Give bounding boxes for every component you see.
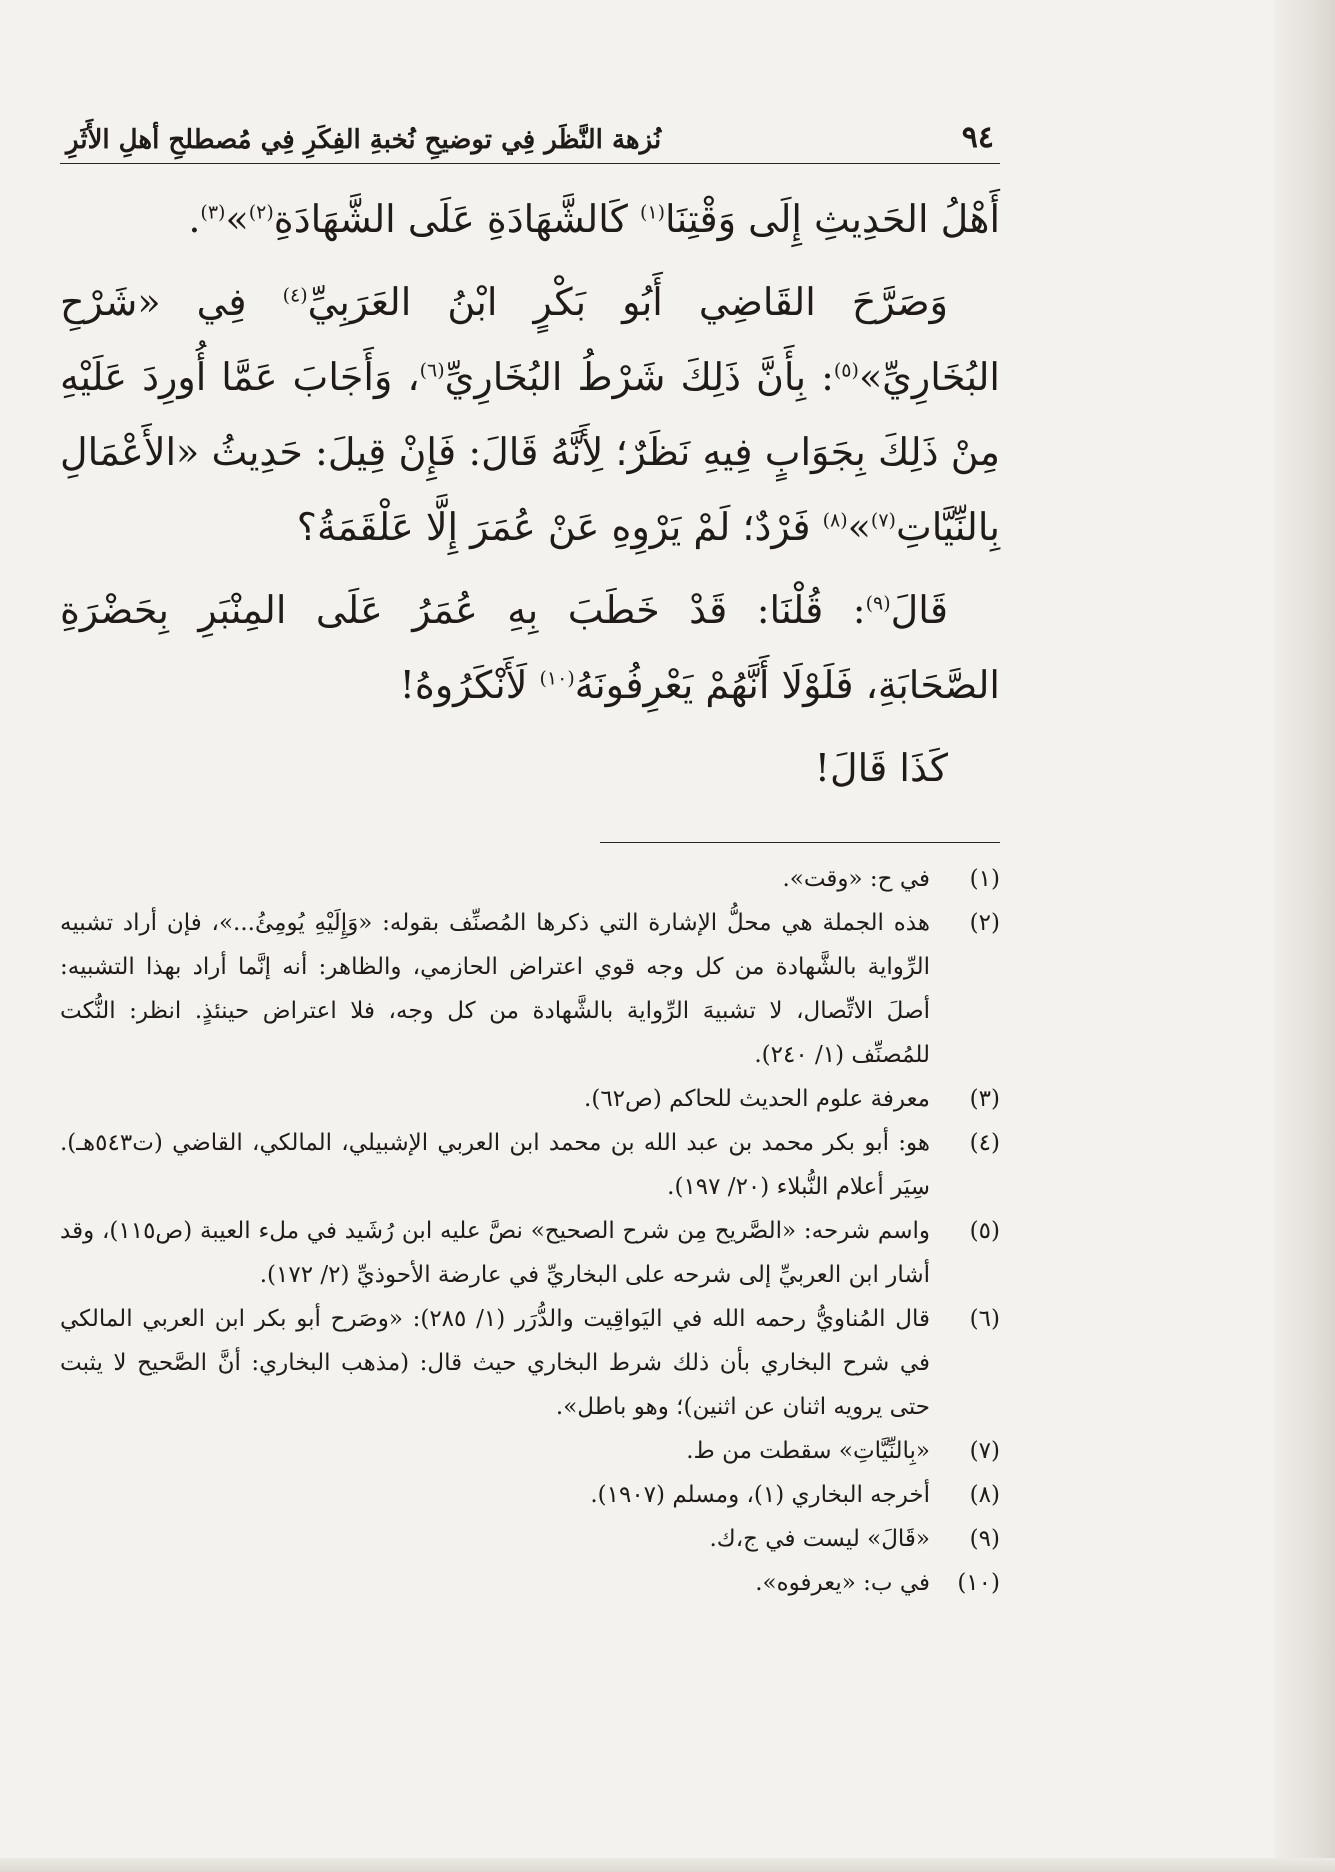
footnote-marker: (٨) <box>822 509 848 532</box>
footnote <box>60 1517 1000 1561</box>
footnote-text: واسم شرحه: «الصَّريح مِن شرح الصحيح» نصَّ عليه ابن رُشَيد في ملء العيبة (ص١١٥)، وقد أشار ابن العربيِّ إلى شرحه على البخاريِّ في عارضة الأحوذيِّ (٢/ ١٧٢). <box>60 1218 930 1288</box>
footnote <box>60 1121 1000 1209</box>
footnote-text: «قَالَ» ليست في ج،ك. <box>709 1526 930 1552</box>
footnote-marker: (٣) <box>200 201 226 224</box>
text-segment: فِي «شَرْحِ البُخَارِيِّ» <box>60 280 1000 399</box>
footnote-number: (١٠) <box>957 1570 1000 1596</box>
text-segment: لَأَنْكَرُوهُ! <box>399 663 540 707</box>
footnote-number: (٤) <box>969 1130 1000 1156</box>
footnote-number: (٧) <box>969 1438 1000 1464</box>
footnote-text: أخرجه البخاري (١)، ومسلم (١٩٠٧). <box>590 1482 930 1508</box>
footnote <box>60 1561 1000 1605</box>
text-segment: ، وَأَجَابَ عَمَّا أُورِدَ عَلَيْهِ مِنْ ذَلِكَ بِجَوَابٍ فِيهِ نَظَرٌ؛ لِأَنَّهُ قَالَ: فَإِنْ قِيلَ: حَدِيثُ «الأَعْمَالِ بِالنِّيَّاتِ <box>60 355 1000 549</box>
footnote-text: في ح: «وقت». <box>782 866 930 892</box>
footnote-marker: (١) <box>639 201 666 224</box>
text-segment: قَالَ <box>890 588 948 632</box>
footnote <box>60 1209 1000 1297</box>
footnote-marker: (٥) <box>833 359 859 382</box>
footnote-marker: (٦) <box>419 359 445 382</box>
footnote-number: (٨) <box>969 1482 1000 1508</box>
footnote-marker: (٤) <box>282 284 308 307</box>
footnote-marker: (٢) <box>248 201 274 224</box>
footnote-text: «بِالنِّيَّاتِ» سقطت من ط. <box>686 1438 930 1464</box>
text-segment: : بِأَنَّ ذَلِكَ شَرْطُ البُخَارِيِّ <box>444 355 834 399</box>
footnote <box>60 1077 1000 1121</box>
footnote-text: معرفة علوم الحديث للحاكم (ص٦٢). <box>584 1086 930 1112</box>
footnote <box>60 857 1000 901</box>
footnotes <box>60 857 1000 1605</box>
paragraph-1 <box>60 182 1000 257</box>
text-segment: وَصَرَّحَ القَاضِي أَبُو بَكْرٍ ابْنُ العَرَبِيِّ <box>307 280 948 324</box>
main-text <box>60 182 1000 806</box>
footnote-marker: (١٠) <box>539 667 575 690</box>
footnote-number: (٥) <box>969 1218 1000 1244</box>
text-segment: كَالشَّهَادَةِ عَلَى الشَّهَادَةِ <box>273 197 640 241</box>
footnote <box>60 1297 1000 1429</box>
footnote-separator-wrap <box>60 842 1000 843</box>
footnote-marker: (٩) <box>865 592 891 615</box>
paragraph-4: كَذَا قَالَ! <box>814 746 948 790</box>
footnote <box>60 901 1000 1077</box>
text-segment: . <box>188 197 201 241</box>
running-title: نُزهة النَّظَر فِي توضيحِ نُخبةِ الفِكَرِ فِي مُصطلحِ أهلِ الأَثَرِ <box>66 125 662 155</box>
footnote-number: (١) <box>969 866 1000 892</box>
footnote <box>60 1473 1000 1517</box>
footnote-text: هو: أبو بكر محمد بن عبد الله بن محمد ابن العربي الإشبيلي، المالكي، القاضي (ت٥٤٣هـ). سِيَر أعلام النُّبلاء (٢٠/ ١٩٧). <box>60 1130 930 1200</box>
footnote-separator <box>600 842 1000 843</box>
footnote-text: هذه الجملة هي محلُّ الإشارة التي ذكرها المُصنِّف بقوله: «وَإِلَيْهِ يُومِئُ...»، فإن أراد تشبيه الرِّواية بالشَّهادة من كل وجه قوي اعتراض الحازمي، والظاهر: أنه إنَّما أراد بهذا التشبيه: أصلَ الاتِّصال، لا تشبيهَ الرِّواية بالشَّهادة من كل وجه، فلا اعتراض حينئذٍ. انظر: النُّكت للمُصنِّف (١/ ٢٤٠). <box>60 910 930 1068</box>
paragraph-2 <box>60 265 1000 565</box>
page-number: ٩٤ <box>961 120 994 155</box>
footnote-number: (٢) <box>969 910 1000 936</box>
footnote-text: في ب: «يعرفوه». <box>755 1570 930 1596</box>
footnote-marker: (٧) <box>870 509 896 532</box>
page-bottom-edge <box>0 1858 1335 1872</box>
footnote-number: (٣) <box>969 1086 1000 1112</box>
footnote-text: قال المُناويُّ رحمه الله في اليَواقِيت والدُّرَر (١/ ٢٨٥): «وصَرح أبو بكر ابن العربي المالكي في شرح البخاري بأن ذلك شرط البخاري حيث قال: (مذهب البخاري: أنَّ الصَّحيح لا يثبت حتى يرويه اثنان عن اثنين)؛ وهو باطل». <box>60 1306 930 1420</box>
footnote <box>60 1429 1000 1473</box>
text-segment: أَهْلُ الحَدِيثِ إِلَى وَقْتِنَا <box>665 197 1000 241</box>
text-segment: » <box>225 197 249 241</box>
book-page <box>60 120 1000 1605</box>
text-segment: » <box>847 505 871 549</box>
footnote-number: (٩) <box>969 1526 1000 1552</box>
page-edge-shadow <box>1275 0 1335 1872</box>
paragraph-3 <box>60 573 1000 723</box>
text-segment: فَرْدٌ؛ لَمْ يَرْوِهِ عَنْ عُمَرَ إِلَّا عَلْقَمَةُ؟ <box>296 505 823 549</box>
footnote-number: (٦) <box>969 1306 1000 1332</box>
page-header <box>60 120 1000 164</box>
text-segment: : قُلْنَا: قَدْ خَطَبَ بِهِ عُمَرُ عَلَى المِنْبَرِ بِحَضْرَةِ الصَّحَابَةِ، فَلَوْلَا أَنَّهُمْ يَعْرِفُونَهُ <box>60 588 1000 707</box>
